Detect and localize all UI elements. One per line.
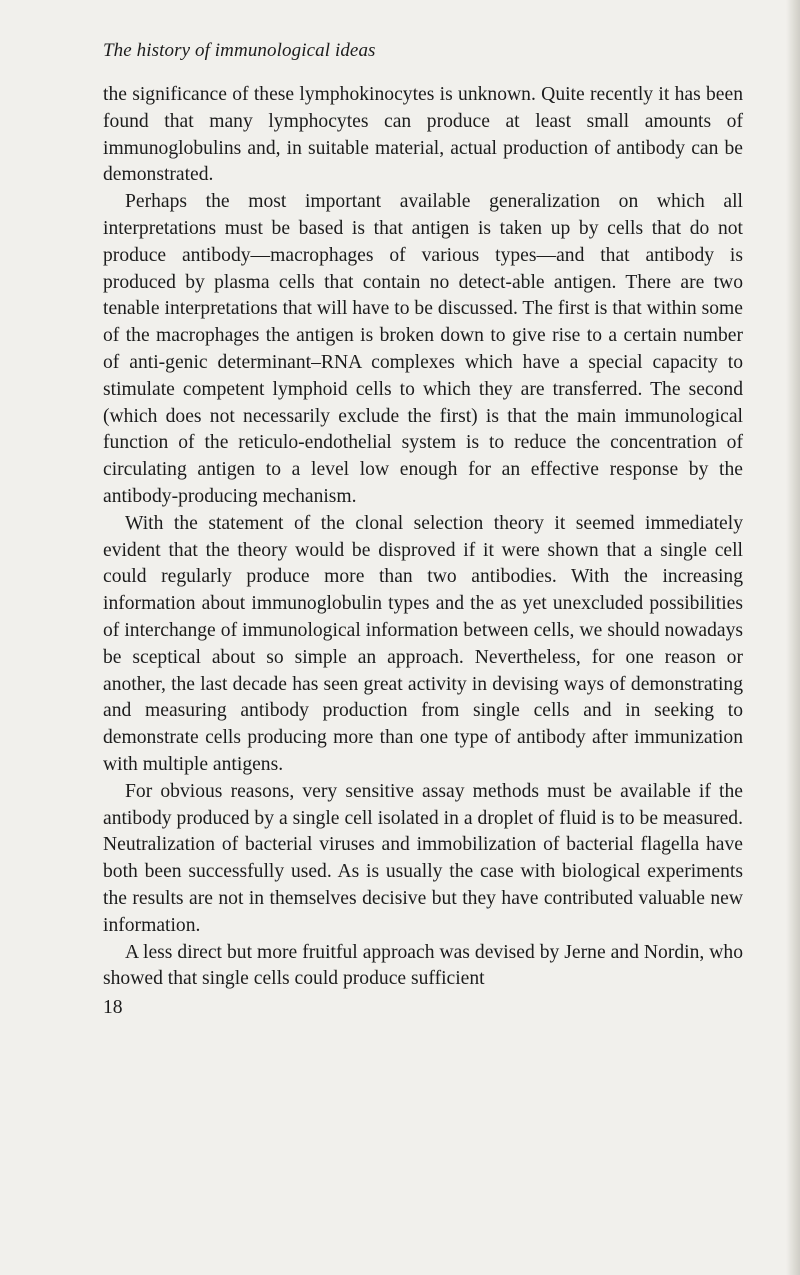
page-number: 18	[103, 997, 123, 1019]
paragraph-3: With the statement of the clonal selection theory it seemed immediately evident that the theory would be disproved if it were shown that a single cell could regularly produce more than two antibodies. With the increasing information about immunoglobulin types and the as yet unexcluded possibilities of interchange of immunological information between cells, we should nowadays be sceptical about so simple an approach. Nevertheless, for one reason or another, the last decade has seen great activity in devising ways of demonstrating and measuring antibody production from single cells and in seeking to demonstrate cells producing more than one type of antibody after immunization with multiple antigens.	[103, 512, 743, 775]
book-page	[103, 40, 743, 1022]
paragraph-2: Perhaps the most important available generalization on which all interpretations must be based is that antigen is taken up by cells that do not produce antibody—macrophages of various types—and that antibody is produced by plasma cells that contain no detect-able antigen. There are two tenable interpretations that will have to be discussed. The first is that within some of the macrophages the antigen is broken down to give rise to a certain number of anti-genic determinant–RNA complexes which have a special capacity to stimulate competent lymphoid cells to which they are transferred. The second (which does not necessarily exclude the first) is that the main immunological function of the reticulo-endothelial system is to reduce the concentration of circulating antigen to a level low enough for an effective response by the antibody-producing mechanism.	[103, 191, 743, 507]
paragraph-4: For obvious reasons, very sensitive assay methods must be available if the antibody produced by a single cell isolated in a droplet of fluid is to be measured. Neutralization of bacterial viruses and immobilization of bacterial flagella have both been successfully used. As is usually the case with biological experiments the results are not in themselves decisive but they have contributed valuable new information.	[103, 780, 743, 936]
page-edge-shadow	[786, 0, 800, 1275]
running-head: The history of immunological ideas	[103, 40, 376, 61]
paragraph-1: the significance of these lymphokinocytes is unknown. Quite recently it has been found that many lymphocytes can produce at least small amounts of immunoglobulins and, in suitable material, actual production of antibody can be demonstrated.	[103, 84, 743, 186]
paragraph-5: A less direct but more fruitful approach was devised by Jerne and Nordin, who showed that single cells could produce sufficient	[103, 941, 743, 990]
